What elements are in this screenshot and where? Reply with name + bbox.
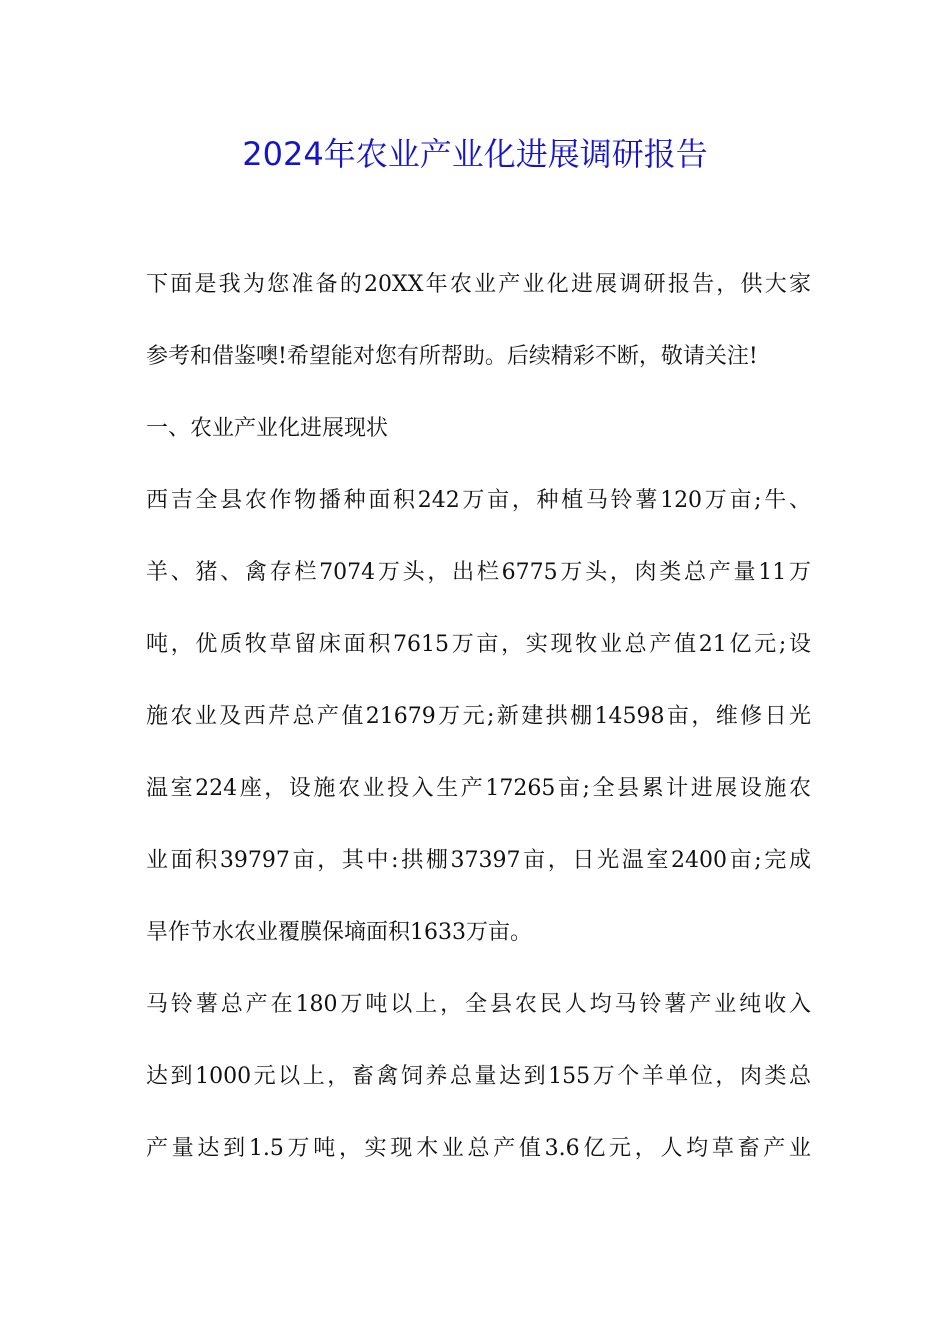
paragraph-line: 马铃薯总产在180万吨以上，全县农民人均马铃薯产业纯收入 <box>146 992 811 1017</box>
paragraph-line: 羊、猪、禽存栏7074万头，出栏6775万头，肉类总产量11万 <box>146 560 811 585</box>
paragraph-line: 施农业及西芹总产值21679万元;新建拱棚14598亩，维修日光 <box>146 704 811 729</box>
paragraph-line: 产量达到1.5万吨，实现木业总产值3.6亿元，人均草畜产业 <box>146 1136 811 1161</box>
paragraph-line: 业面积39797亩，其中:拱棚37397亩，日光温室2400亩;完成 <box>146 848 811 873</box>
section-heading: 一、农业产业化进展现状 <box>146 416 389 441</box>
document-body <box>146 265 811 1201</box>
paragraph-line: 吨，优质牧草留床面积7615万亩，实现牧业总产值21亿元;设 <box>146 632 811 657</box>
document-title: 2024年农业产业化进展调研报告 <box>242 135 708 173</box>
paragraph-line: 西吉全县农作物播种面积242万亩，种植马铃薯120万亩;牛、 <box>146 488 811 513</box>
paragraph-line: 温室224座，设施农业投入生产17265亩;全县累计进展设施农 <box>146 776 811 801</box>
paragraph-line: 达到1000元以上，畜禽饲养总量达到155万个羊单位，肉类总 <box>146 1064 811 1089</box>
paragraph-line: 下面是我为您准备的20XX年农业产业化进展调研报告，供大家 <box>146 272 811 297</box>
paragraph-line: 旱作节水农业覆膜保墒面积1633万亩。 <box>146 920 532 945</box>
paragraph-line: 参考和借鉴噢!希望能对您有所帮助。后续精彩不断，敬请关注! <box>146 344 758 369</box>
